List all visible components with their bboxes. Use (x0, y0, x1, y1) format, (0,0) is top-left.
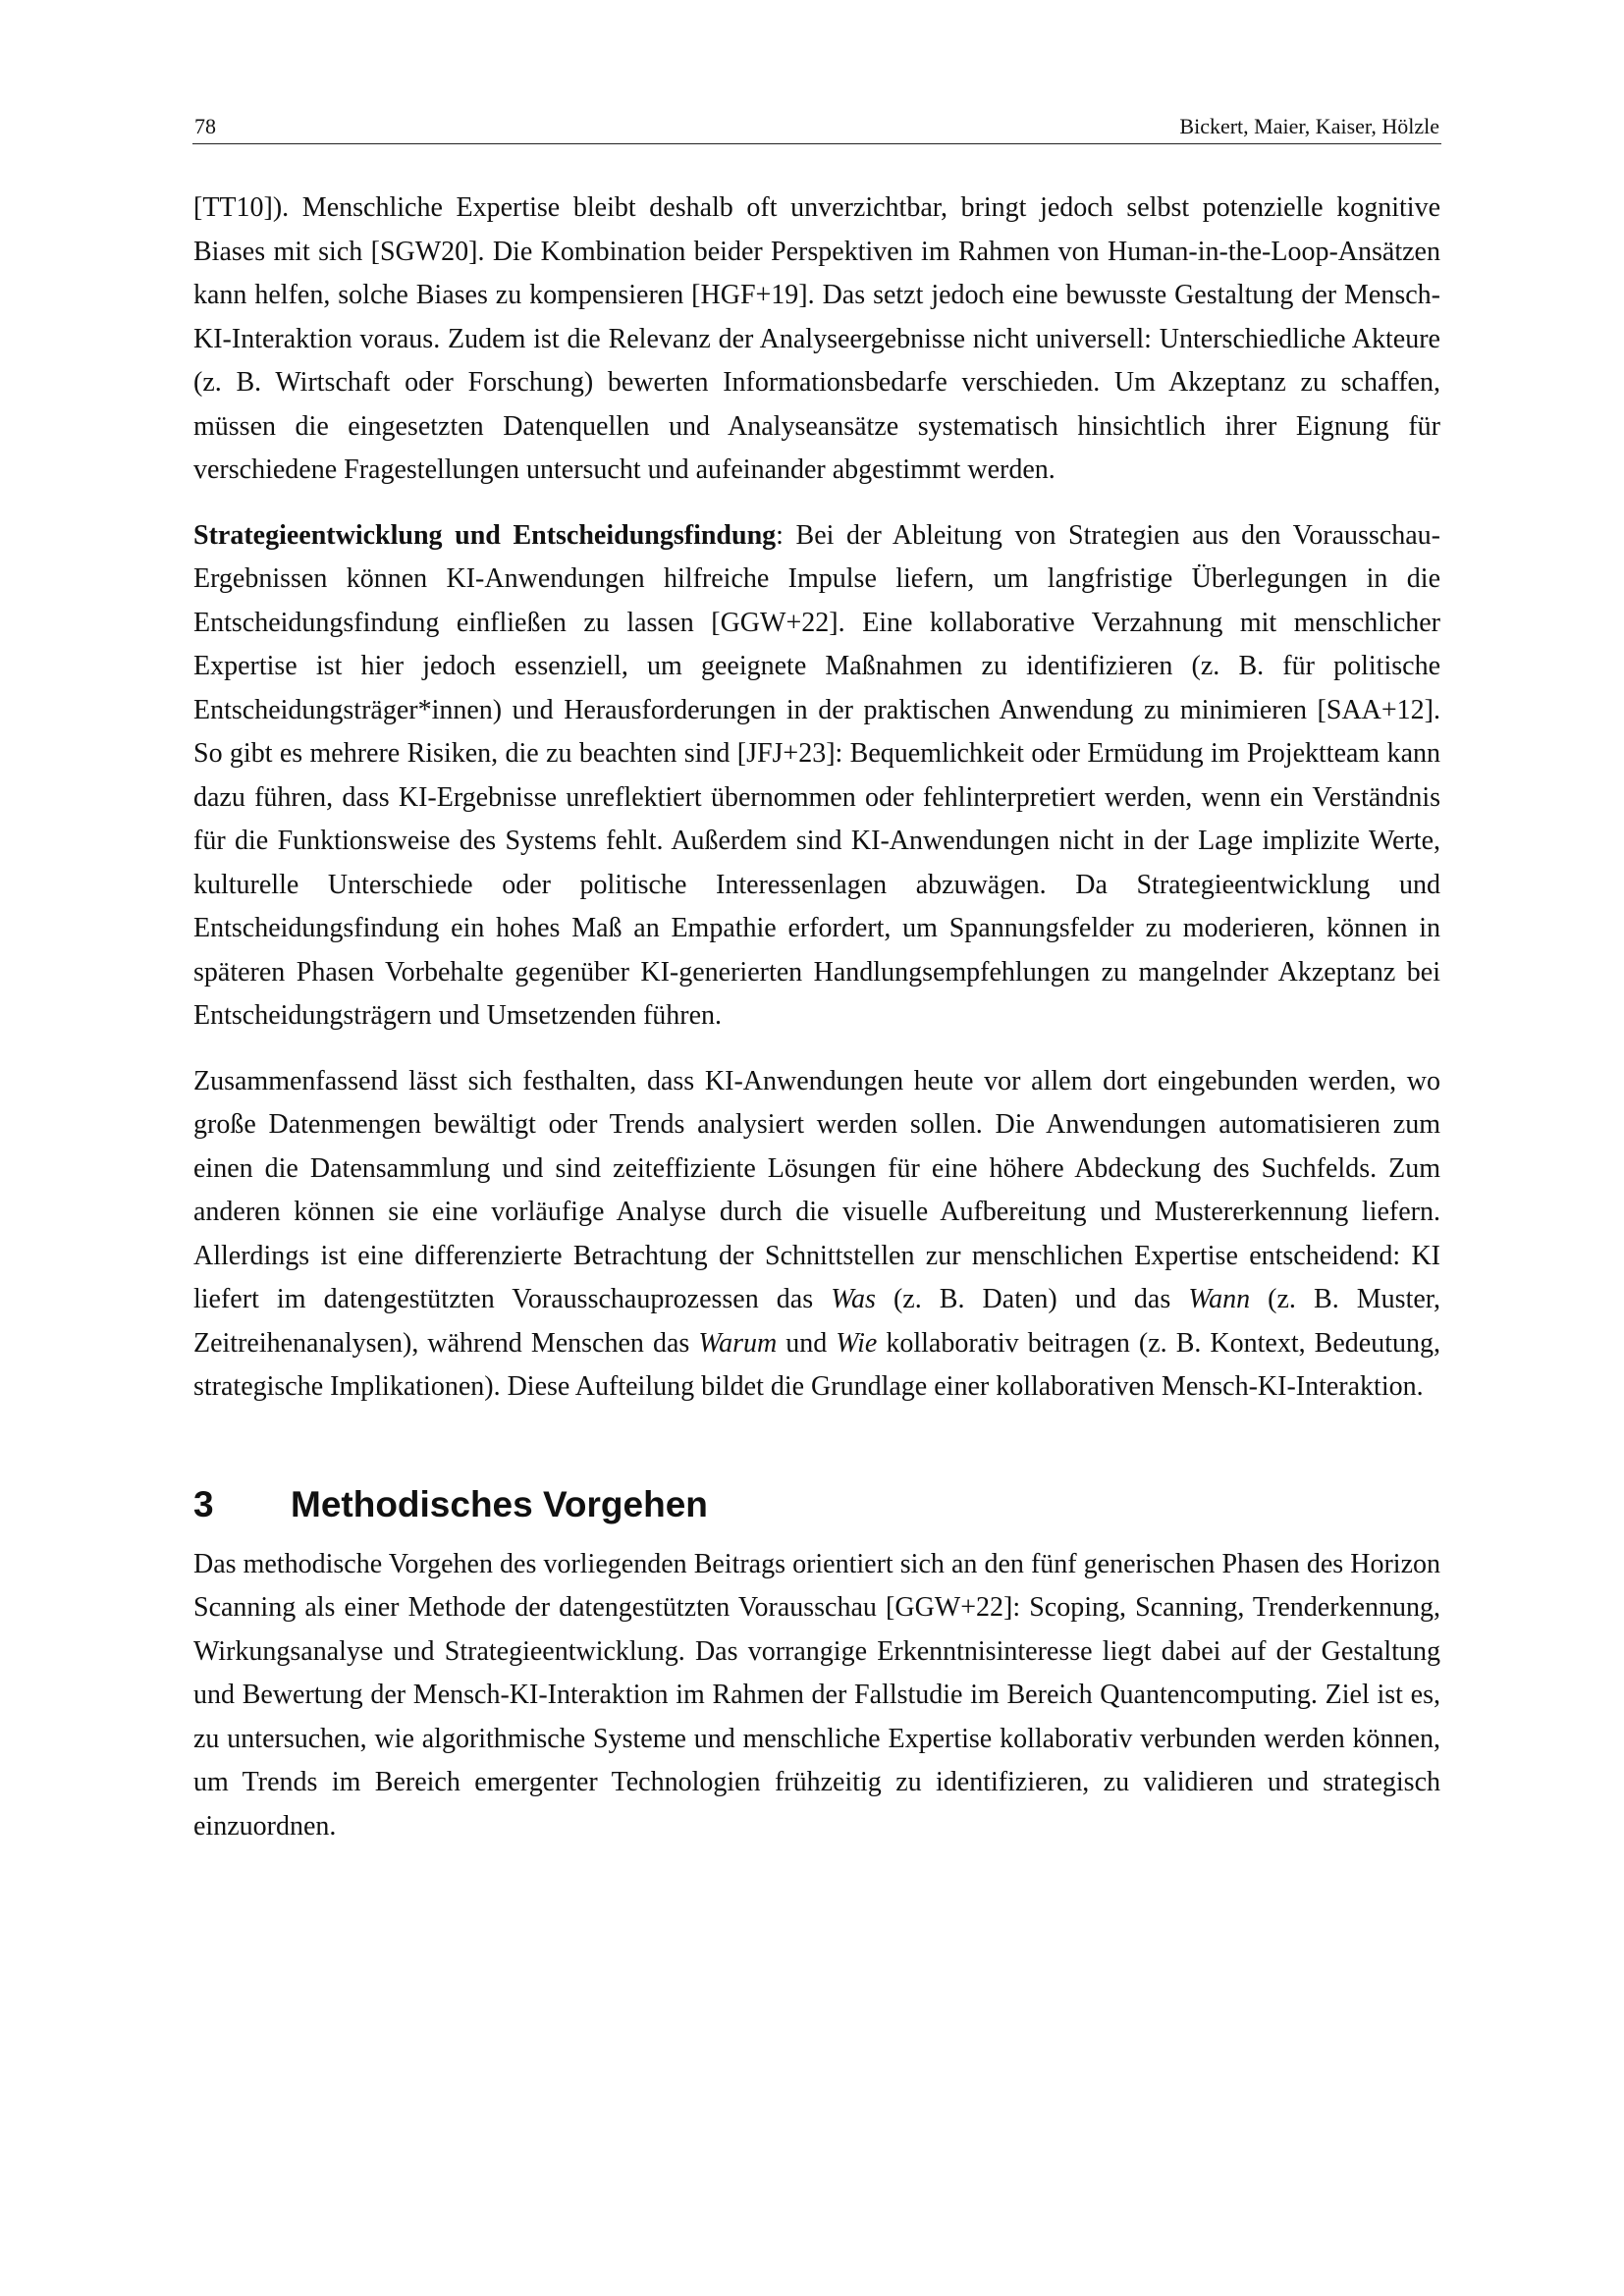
section-number: 3 (193, 1483, 214, 1524)
emphasis-warum: Warum (698, 1327, 778, 1359)
paragraph-summary: Zusammenfassend lässt sich festhalten, dass KI-Anwendungen heute vor allem dort eingebunden werden, wo große Datenmengen bewältigt oder Trends analysiert werden sollen. Die Anwendungen automatisieren zum einen die Datensammlung und sind zeiteffiziente Lösungen für eine höhere Abdeckung des Suchfelds. Zum anderen können sie eine vorläufige Analyse durch die visuelle Aufbereitung und Mustererkennung liefern. Allerdings ist eine differenzierte Betrachtung der Schnittstellen zur menschlichen Expertise entscheidend: KI liefert im datengestützten Vorausschauprozessen das Was (z. B. Daten) und das Wann (z. B. Muster, Zeitreihenanalysen), während Menschen das Warum und Wie kollaborativ beitragen (z. B. Kontext, Bedeutung, strategische Implikationen). Diese Aufteilung bildet die Grundlage einer kollaborativen Mensch-KI-Interaktion. (193, 1065, 1440, 1402)
run-in-heading: Strategieentwicklung und Entscheidungsfindung (193, 519, 777, 551)
running-header (192, 110, 1441, 144)
paragraph-biases: [TT10]). Menschliche Expertise bleibt deshalb oft unverzichtbar, bringt jedoch selbst potenzielle kognitive Biases mit sich [SGW20]. Die Kombination beider Perspektiven im Rahmen von Human-in-the-Loop-Ansätzen kann helfen, solche Biases zu kompensieren [HGF+19]. Das setzt jedoch eine bewusste Gestaltung der Mensch-KI-Interaktion voraus. Zudem ist die Relevanz der Analyseergebnisse nicht universell: Unterschiedliche Akteure (z. B. Wirtschaft oder Forschung) bewerten Informationsbedarfe verschieden. Um Akzeptanz zu schaffen, müssen die eingesetzten Datenquellen und Analyseansätze systematisch hinsichtlich ihrer Eignung für verschiedene Fragestellungen untersucht und aufeinander abgestimmt werden. (193, 192, 1440, 485)
page-body (193, 187, 1440, 1848)
paragraph-methodology: Das methodische Vorgehen des vorliegenden Beitrags orientiert sich an den fünf generischen Phasen des Horizon Scanning als einer Methode der datengestützten Vorausschau [GGW+22]: Scoping, Scanning, Trenderkennung, Wirkungsanalyse und Strategieentwicklung. Das vorrangige Erkenntnisinteresse liegt dabei auf der Gestaltung und Bewertung der Mensch-KI-Interaktion im Rahmen der Fallstudie im Bereich Quantencomputing. Ziel ist es, zu untersuchen, wie algorithmische Systeme und menschliche Expertise kollaborativ verbunden werden können, um Trends im Bereich emergenter Technologien frühzeitig zu identifizieren, zu validieren und strategisch einzuordnen. (193, 1548, 1440, 1842)
emphasis-wann: Wann (1188, 1284, 1251, 1314)
section-title: Methodisches Vorgehen (291, 1483, 708, 1524)
running-header-authors: Bickert, Maier, Kaiser, Hölzle (1179, 114, 1439, 138)
section-heading (193, 1480, 1440, 1529)
emphasis-wie: Wie (836, 1327, 878, 1359)
page-number: 78 (194, 114, 216, 138)
emphasis-was: Was (831, 1284, 876, 1314)
paragraph-strategy: Strategieentwicklung und Entscheidungsfindung: Bei der Ableitung von Strategien aus den Vorausschau-Ergebnissen können KI-Anwendungen hilfreiche Impulse liefern, um langfristige Überlegungen in die Entscheidungsfindung einfließen zu lassen [GGW+22]. Eine kollaborative Verzahnung mit menschlicher Expertise ist hier jedoch essenziell, um geeignete Maßnahmen zu identifizieren (z. B. für politische Entscheidungsträger*innen) und Herausforderungen in der praktischen Anwendung zu minimieren [SAA+12]. So gibt es mehrere Risiken, die zu beachten sind [JFJ+23]: Bequemlichkeit oder Ermüdung im Projektteam kann dazu führen, dass KI-Ergebnisse unreflektiert übernommen oder fehlinterpretiert werden, wenn ein Verständnis für die Funktionsweise des Systems fehlt. Außerdem sind KI-Anwendungen nicht in der Lage implizite Werte, kulturelle Unterschiede oder politische Interessenlagen abzuwägen. Da Strategieentwicklung und Entscheidungsfindung ein hohes Maß an Empathie erfordert, um Spannungsfelder zu moderieren, können in späteren Phasen Vorbehalte gegenüber KI-generierten Handlungsempfehlungen zu mangelnder Akzeptanz bei Entscheidungsträgern und Umsetzenden führen. (193, 519, 1440, 1031)
